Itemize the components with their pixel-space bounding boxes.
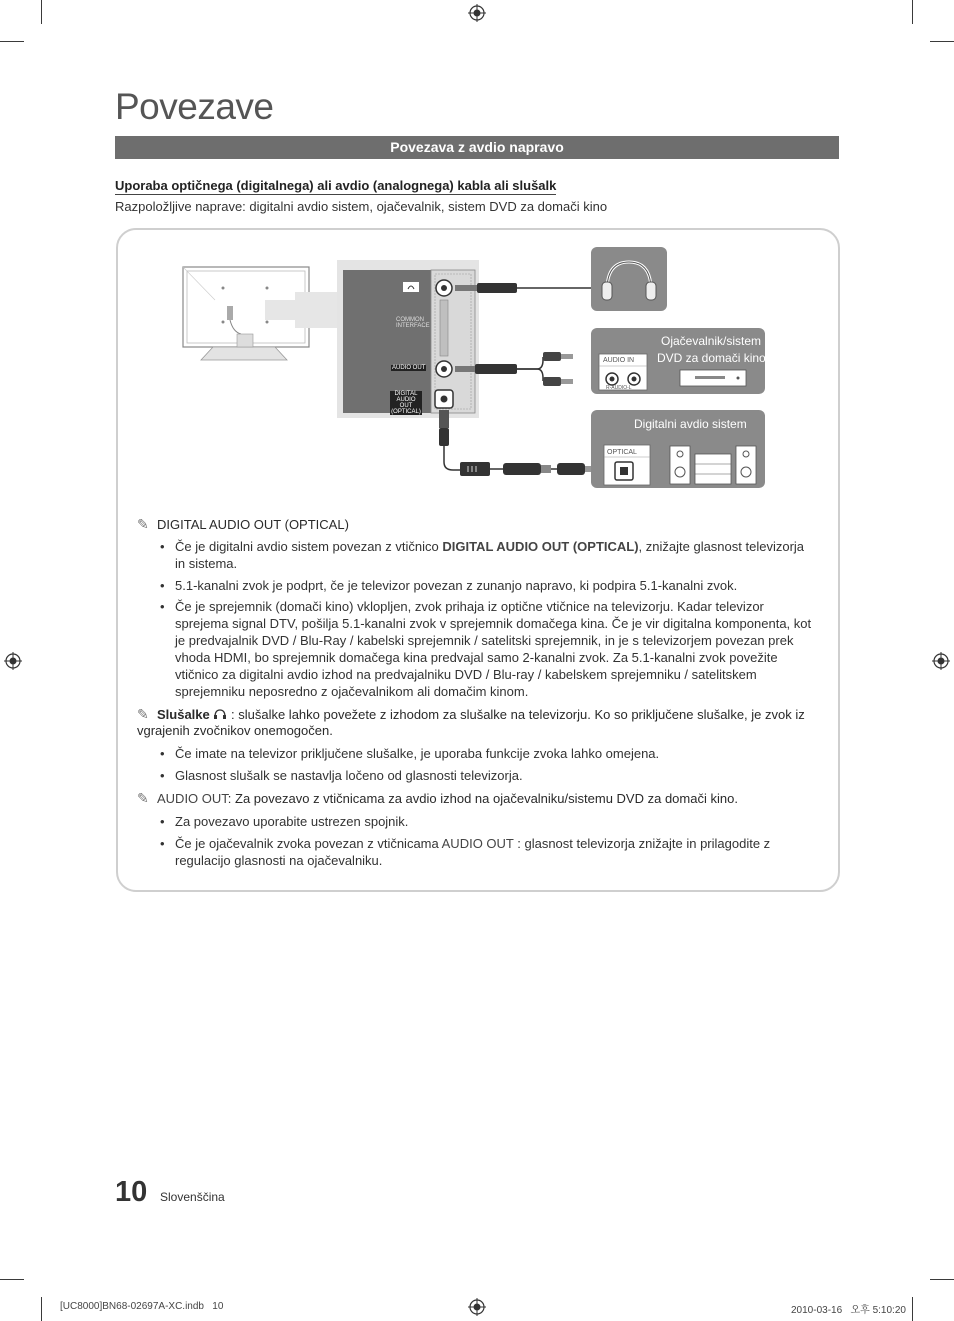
note-pencil-icon: ✎ bbox=[137, 790, 149, 806]
optical-port-label: OPTICAL bbox=[607, 449, 637, 456]
note-headphones: ✎ Slušalke : slušalke lahko povežete z izhodom za slušalke na televizorju. Ko so priključene slušalke, je zvok iz vgrajenih zvočnikov onemogočen. bbox=[137, 706, 805, 738]
crop-mark bbox=[0, 1279, 24, 1280]
crop-mark bbox=[912, 1297, 913, 1321]
note-heading: DIGITAL AUDIO OUT (OPTICAL) bbox=[157, 517, 349, 532]
page-language: Slovenščina bbox=[160, 1190, 225, 1204]
page-number: 10 bbox=[115, 1176, 148, 1208]
registration-mark-icon bbox=[468, 1298, 486, 1316]
print-file-info: [UC8000]BN68-02697A-XC.indb 10 bbox=[60, 1301, 224, 1312]
crop-mark bbox=[0, 41, 24, 42]
crop-mark bbox=[41, 0, 42, 24]
print-timestamp: 2010-03-16 오후 5:10:20 bbox=[791, 1305, 906, 1316]
list-item: • Če imate na televizor priključene slušalke, je uporaba funkcije zvoka lahko omejena. bbox=[160, 746, 660, 761]
bullet-icon: • bbox=[160, 836, 165, 851]
crop-mark bbox=[930, 1279, 954, 1280]
note-pencil-icon: ✎ bbox=[137, 706, 149, 722]
note-pencil-icon: ✎ bbox=[137, 516, 149, 532]
bullet-icon: • bbox=[160, 539, 165, 554]
amplifier-label-line1: Ojačevalnik/sistem bbox=[661, 334, 762, 348]
crop-mark bbox=[930, 41, 954, 42]
subheading: Uporaba optičnega (digitalnega) ali avdio (analognega) kabla ali slušalk bbox=[115, 178, 557, 193]
page-title: Povezave bbox=[115, 86, 274, 127]
list-item: • 5.1-kanalni zvok je podprt, če je televizor povezan z zunanjo napravo, ki podpira 5.1-kanalni zvok. bbox=[160, 578, 738, 593]
bullet-icon: • bbox=[160, 746, 165, 761]
headphone-device bbox=[591, 247, 667, 311]
crop-mark bbox=[41, 1297, 42, 1321]
optical-cable bbox=[439, 410, 591, 476]
bullet-icon: • bbox=[160, 578, 165, 593]
amplifier-label-line2: DVD za domači kino bbox=[657, 351, 766, 365]
bullet-icon: • bbox=[160, 599, 165, 614]
list-item: • Če je ojačevalnik zvoka povezan z vtičnicama AUDIO OUT : glasnost televizorja znižajte in prilagodite z regulacijo glasnosti na ojačevalniku. bbox=[160, 836, 771, 868]
tv-port-audio-out-label: AUDIO OUT bbox=[392, 365, 426, 371]
digital-audio-label: Digitalni avdio sistem bbox=[634, 417, 747, 431]
available-devices-text: Razpoložljive naprave: digitalni avdio sistem, ojačevalnik, sistem DVD za domači kino bbox=[115, 199, 608, 214]
bullet-icon: • bbox=[160, 814, 165, 829]
note-audio-out: ✎ AUDIO OUT: Za povezavo z vtičnicama za avdio izhod na ojačevalniku/sistemu DVD za domači kino. bbox=[137, 790, 738, 806]
list-item: • Za povezavo uporabite ustrezen spojnik. bbox=[160, 814, 409, 829]
amplifier-port-label: AUDIO IN bbox=[603, 357, 635, 364]
bullet-icon: • bbox=[160, 768, 165, 783]
connection-diagram bbox=[175, 240, 775, 500]
tv-port-digital-label: DIGITAL AUDIO OUT (OPTICAL) bbox=[391, 391, 421, 415]
list-item: • Glasnost slušalk se nastavlja ločeno od glasnosti televizorja. bbox=[160, 768, 523, 783]
registration-mark-icon bbox=[932, 652, 950, 670]
section-bar: Povezava z avdio napravo bbox=[115, 136, 839, 159]
tv-port-common-label: COMMON INTERFACE bbox=[396, 317, 430, 329]
amplifier-port-sublabel: R-AUDIO-L bbox=[606, 385, 632, 391]
headphone-icon bbox=[213, 708, 227, 720]
list-item: • Če je digitalni avdio sistem povezan z vtičnico DIGITAL AUDIO OUT (OPTICAL), znižajte glasnost televizorja in sistema. bbox=[160, 539, 805, 571]
crop-mark bbox=[912, 0, 913, 24]
note-digital-audio-out bbox=[137, 516, 817, 533]
registration-mark-icon bbox=[4, 652, 22, 670]
list-item: • Če je sprejemnik (domači kino) vklopljen, zvok prihaja iz optične vtičnice na televizorju. Kadar televizor sprejema signal DTV, pošilja 5.1-kanalni zvok v sprejemnik domačega kina. Če je vir digitalna komponenta, kot je predvajalnik DVD / Blu-Ray / kabelski sprejemnik / satelitski sprejemnik, in je s televizorjem povezan prek vhoda HDMI, bo sprejemnik domačega kina predvajal samo 2-kanalni zvok. Za 5.1-kanalni zvok povežite vtičnico za digitalni avdio izhod na predvajalniku DVD / Blu-ray / kabelskem sprejemniku / satelitskem sprejemniku neposredno z ojačevalnikom ali domačim kinom. bbox=[160, 599, 812, 699]
registration-mark-icon bbox=[468, 4, 486, 22]
